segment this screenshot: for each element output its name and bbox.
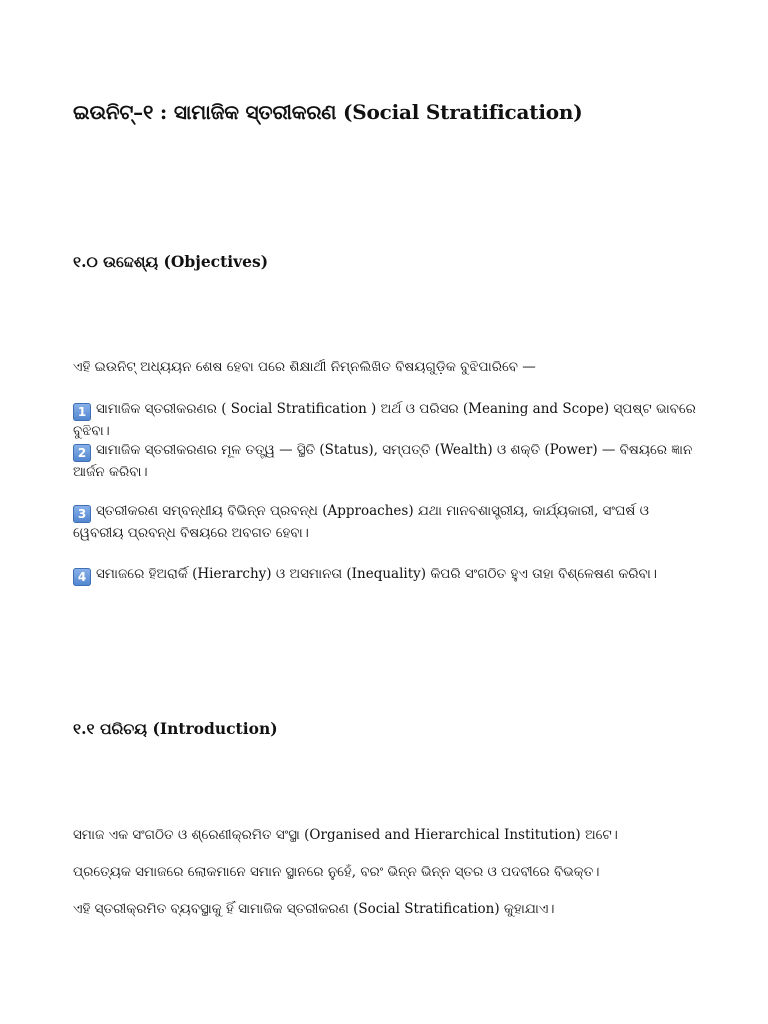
number-4-icon: 4 bbox=[73, 568, 91, 586]
introduction-heading: ୧.୧ ପରିଚୟ (Introduction) bbox=[73, 719, 278, 738]
number-2-icon: 2 bbox=[73, 444, 91, 462]
objective-text: ସମାଜରେ ହିଅରାର୍କି (Hierarchy) ଓ ଅସମାନତା (Inequality) କିପରି ସଂଗଠିତ ହୁଏ ତାହା ବିଶ୍ଳେଷଣ କରିବା। bbox=[96, 566, 657, 582]
number-1-icon: 1 bbox=[73, 403, 91, 421]
unit-title: ଇଉନିଟ୍–୧ : ସାମାଜିକ ସ୍ତରୀକରଣ (Social Stratification) bbox=[73, 100, 583, 124]
objective-item-3 bbox=[73, 501, 703, 544]
objective-item-4 bbox=[73, 564, 703, 586]
objective-text: ସାମାଜିକ ସ୍ତରୀକରଣର ମୂଳ ତତ୍ତ୍ୱ — ସ୍ଥିତି (Status), ସମ୍ପତ୍ତି (Wealth) ଓ ଶକ୍ତି (Power) — ବିଷୟରେ ଜ୍ଞାନ ଆର୍ଜନ କରିବା। bbox=[73, 442, 693, 480]
introduction-line-1: ସମାଜ ଏକ ସଂଗଠିତ ଓ ଶ୍ରେଣୀକ୍ରମିତ ସଂସ୍ଥା (Organised and Hierarchical Institution) ଅଟେ। bbox=[73, 827, 618, 843]
objectives-heading: ୧.୦ ଉଦ୍ଦେଶ୍ୟ (Objectives) bbox=[73, 252, 269, 271]
introduction-line-2: ପ୍ରତ୍ୟେକ ସମାଜରେ ଲୋକମାନେ ସମାନ ସ୍ଥାନରେ ନୁହେଁ, ବରଂ ଭିନ୍ନ ଭିନ୍ନ ସ୍ତର ଓ ପଦବୀରେ ବିଭକ୍ତ। bbox=[73, 864, 600, 880]
objective-text: ସ୍ତରୀକରଣ ସମ୍ବନ୍ଧୀୟ ବିଭିନ୍ନ ପ୍ରବନ୍ଧ (Approaches) ଯଥା ମାନବଶାସ୍ତ୍ରୀୟ, କାର୍ଯ୍ୟକାରୀ, ସଂଘର୍ଷ ଓ ୱେବରୀୟ ପ୍ରବନ୍ଧ ବିଷୟରେ ଅବଗତ ହେବା। bbox=[73, 503, 649, 541]
introduction-line-3: ଏହି ସ୍ତରୀକ୍ରମିତ ବ୍ୟବସ୍ଥାକୁ ହିଁ ସାମାଜିକ ସ୍ତରୀକରଣ (Social Stratification) କୁହାଯାଏ। bbox=[73, 901, 555, 917]
number-3-icon: 3 bbox=[73, 505, 91, 523]
objective-item-1 bbox=[73, 399, 703, 442]
objective-item-2 bbox=[73, 440, 703, 483]
objective-text: ସାମାଜିକ ସ୍ତରୀକରଣର ( Social Stratification ) ଅର୍ଥ ଓ ପରିସର (Meaning and Scope) ସ୍ପଷ୍ଟ ଭାବରେ ବୁଝିବା। bbox=[73, 401, 696, 439]
objectives-intro: ଏହି ଇଉନିଟ୍ ଅଧ୍ୟୟନ ଶେଷ ହେବା ପରେ ଶିକ୍ଷାର୍ଥୀ ନିମ୍ନଲିଖିତ ବିଷୟଗୁଡ଼ିକ ବୁଝିପାରିବେ — bbox=[73, 359, 536, 375]
